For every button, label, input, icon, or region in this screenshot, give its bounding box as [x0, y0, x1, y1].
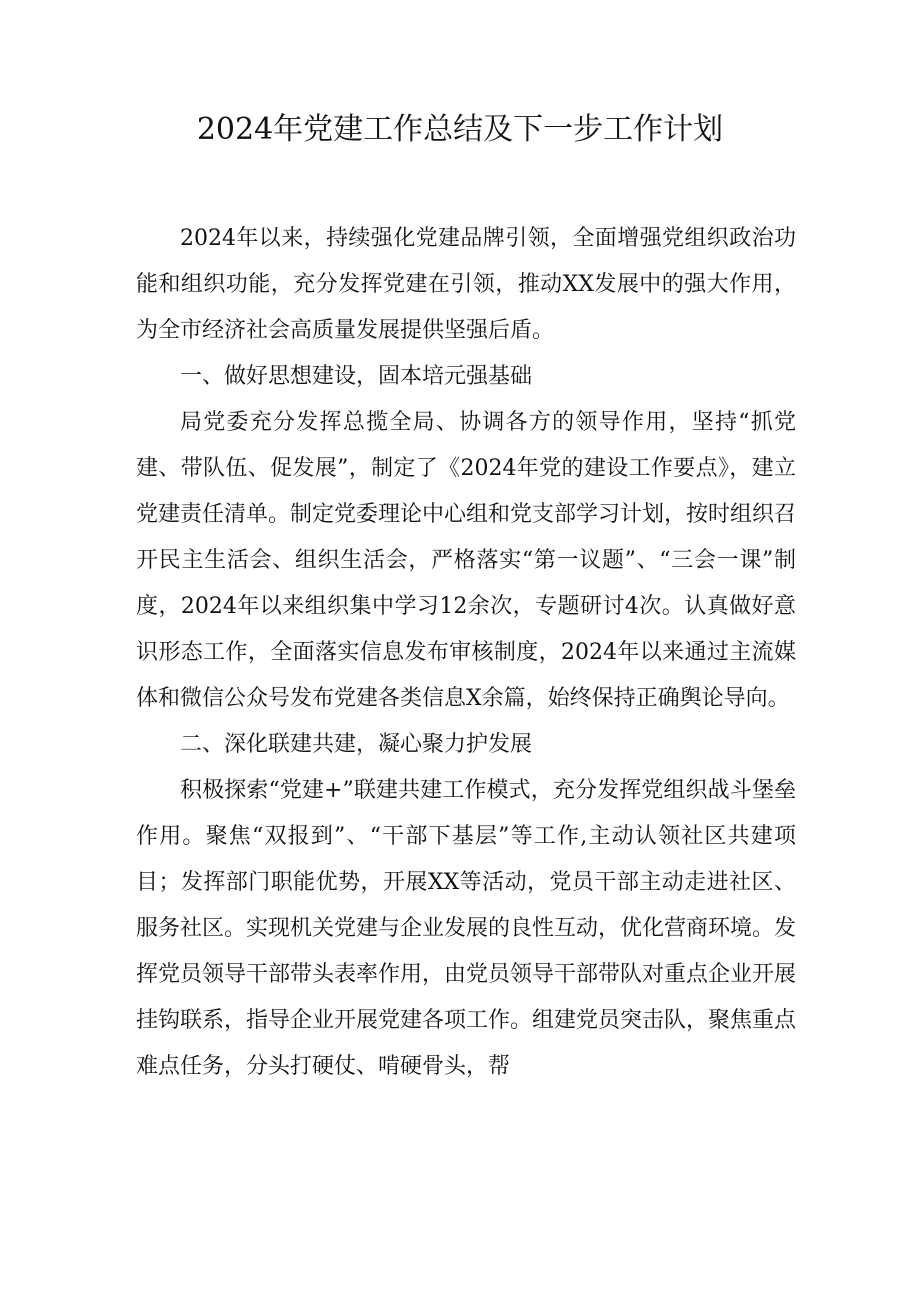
section-body-1: 局党委充分发挥总揽全局、协调各方的领导作用，坚持“抓党建、带队伍、促发展”，制定了《2024年党的建设工作要点》，建立党建责任清单。制定党委理论中心组和党支部学习计划，按时组织召开民主生活会、组织生活会，严格落实“第一议题”、“三会一课”制度，2024年以来组织集中学习12余次，专题研讨4次。认真做好意识形态工作，全面落实信息发布审核制度，2024年以来通过主流媒体和微信公众号发布党建各类信息X余篇，始终保持正确舆论导向。: [136, 410, 797, 711]
document-title: 2024年党建工作总结及下一步工作计划: [196, 112, 724, 147]
intro-paragraph: 2024年以来，持续强化党建品牌引领，全面增强党组织政治功能和组织功能，充分发挥党建在引领，推动XX发展中的强大作用，为全市经济社会高质量发展提供坚强后盾。: [136, 226, 796, 343]
section-heading-1: 一、做好思想建设，固本培元强基础: [180, 364, 533, 389]
section-heading-2: 二、深化联建共建，凝心聚力护发展: [180, 732, 533, 757]
section-body-2: 积极探索“党建+”联建共建工作模式，充分发挥党组织战斗堡垒作用。聚焦“双报到”、“干部下基层”等工作,主动认领社区共建项目；发挥部门职能优势，开展XX等活动，党员干部主动走进社区、服务社区。实现机关党建与企业发展的良性互动，优化营商环境。发挥党员领导干部带头表率作用，由党员领导干部带队对重点企业开展挂钩联系，指导企业开展党建各项工作。组建党员突击队，聚焦重点难点任务，分头打硬仗、啃硬骨头，帮: [136, 778, 797, 1079]
document-body: [136, 216, 796, 1090]
